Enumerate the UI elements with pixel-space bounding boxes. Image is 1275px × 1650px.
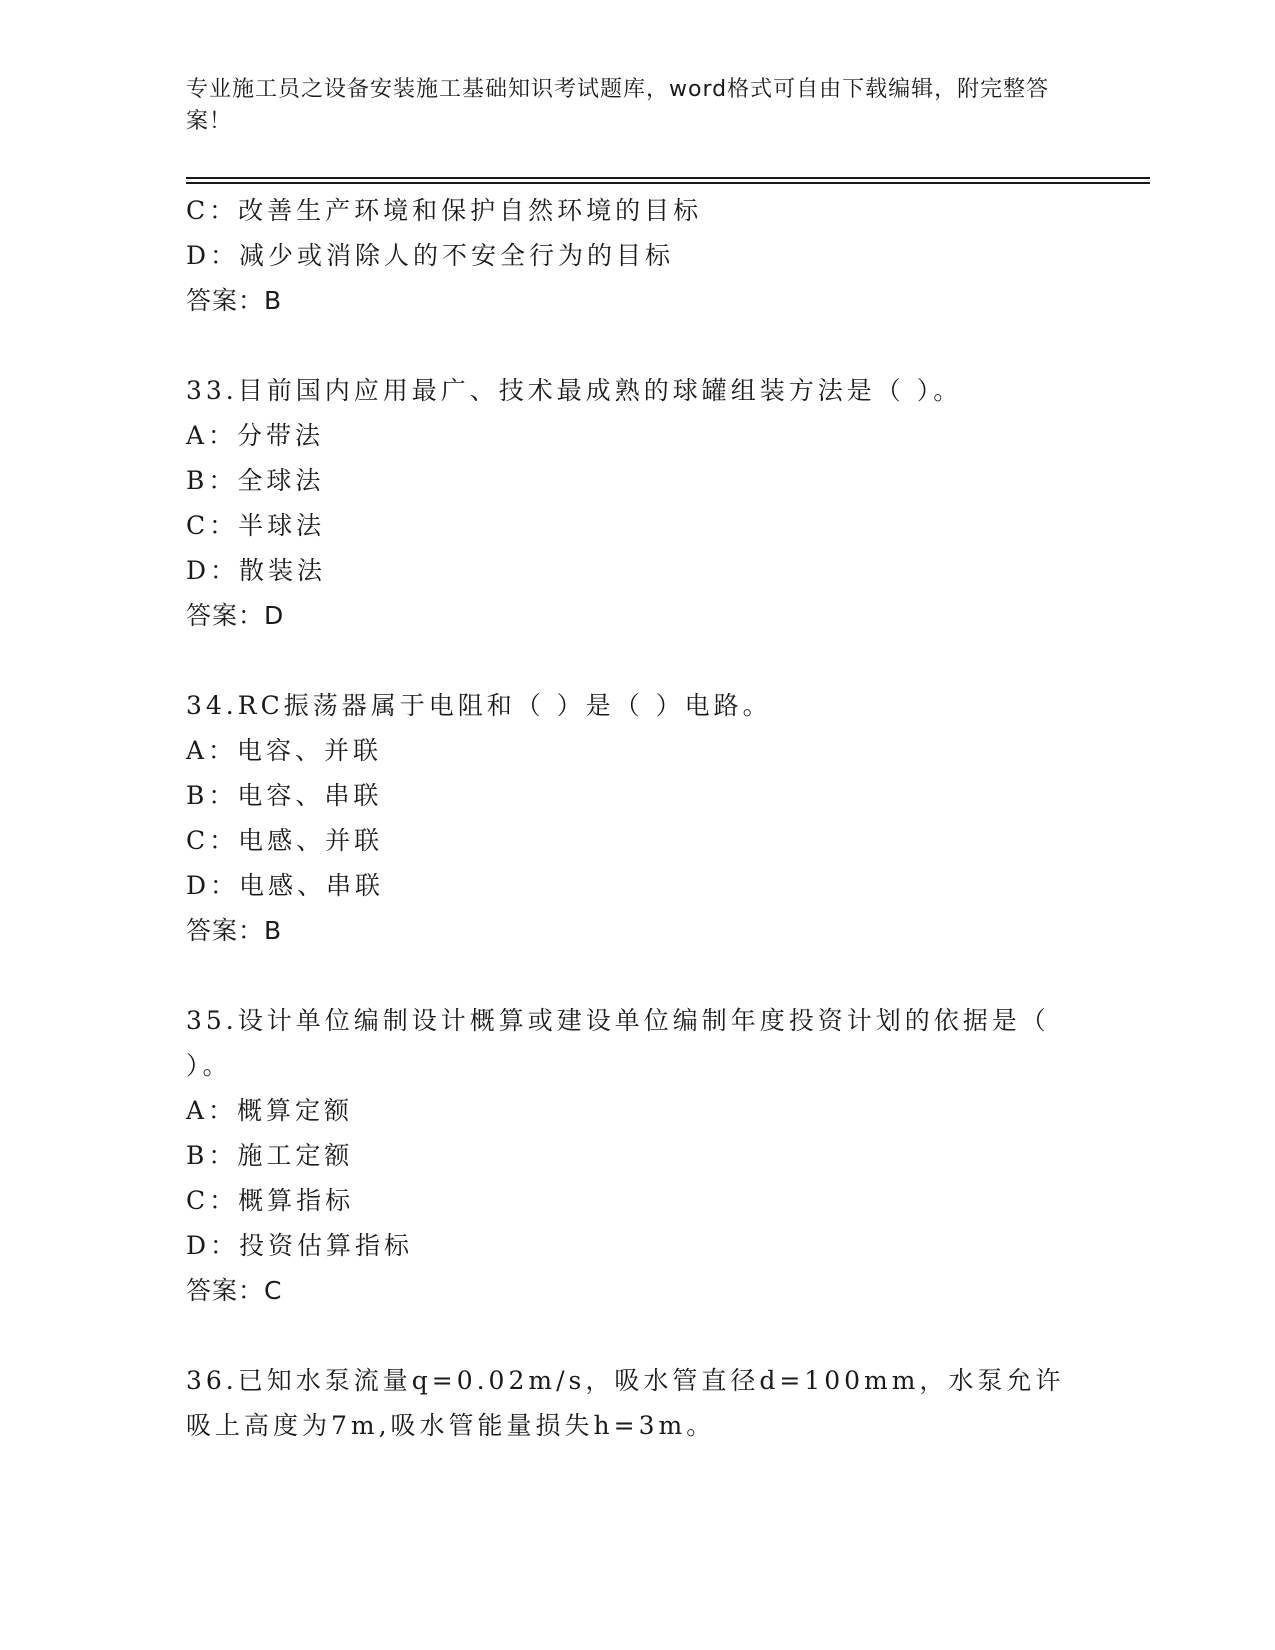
option-text: B：施工定额 (186, 1141, 354, 1170)
option-text: D：散装法 (186, 556, 327, 585)
option-text: B：全球法 (186, 466, 325, 495)
option-text: A：概算定额 (186, 1096, 354, 1125)
question-text: 34.RC振荡器属于电阻和（ ）是（ ）电路。 (186, 691, 772, 720)
answer-line: 答案：C (186, 1276, 283, 1305)
document-header: 专业施工员之设备安装施工基础知识考试题库，word格式可自由下载编辑，附完整答案！ (186, 77, 1050, 134)
option-text: C：半球法 (186, 511, 326, 540)
option-text: A：分带法 (186, 421, 325, 450)
option-text: C：改善生产环境和保护自然环境的目标 (186, 196, 703, 225)
answer-line: 答案：B (186, 916, 283, 945)
option-text: B：电容、串联 (186, 781, 383, 810)
question-list (186, 188, 1066, 1448)
option-text: D：电感、串联 (186, 871, 385, 900)
header-divider (186, 177, 1150, 184)
answer-line: 答案：B (186, 286, 283, 315)
question-text: 35.设计单位编制设计概算或建设单位编制年度投资计划的依据是（ ）。 (186, 1006, 1062, 1080)
question-text: 36.已知水泵流量q=0.02m/s，吸水管直径d=100mm，水泵允许吸上高度为7m,吸水管能量损失h=3m。 (186, 1366, 1065, 1440)
option-text: A：电容、并联 (186, 736, 383, 765)
spacer (186, 1313, 1066, 1358)
spacer (186, 953, 1066, 998)
option-text: C：电感、并联 (186, 826, 384, 855)
option-text: D：减少或消除人的不安全行为的目标 (186, 241, 675, 270)
spacer (186, 638, 1066, 683)
option-text: D：投资估算指标 (186, 1231, 414, 1260)
question-text: 33.目前国内应用最广、技术最成熟的球罐组装方法是（ ）。 (186, 376, 963, 405)
option-text: C：概算指标 (186, 1186, 355, 1215)
answer-line: 答案：D (186, 601, 285, 630)
spacer (186, 323, 1066, 368)
